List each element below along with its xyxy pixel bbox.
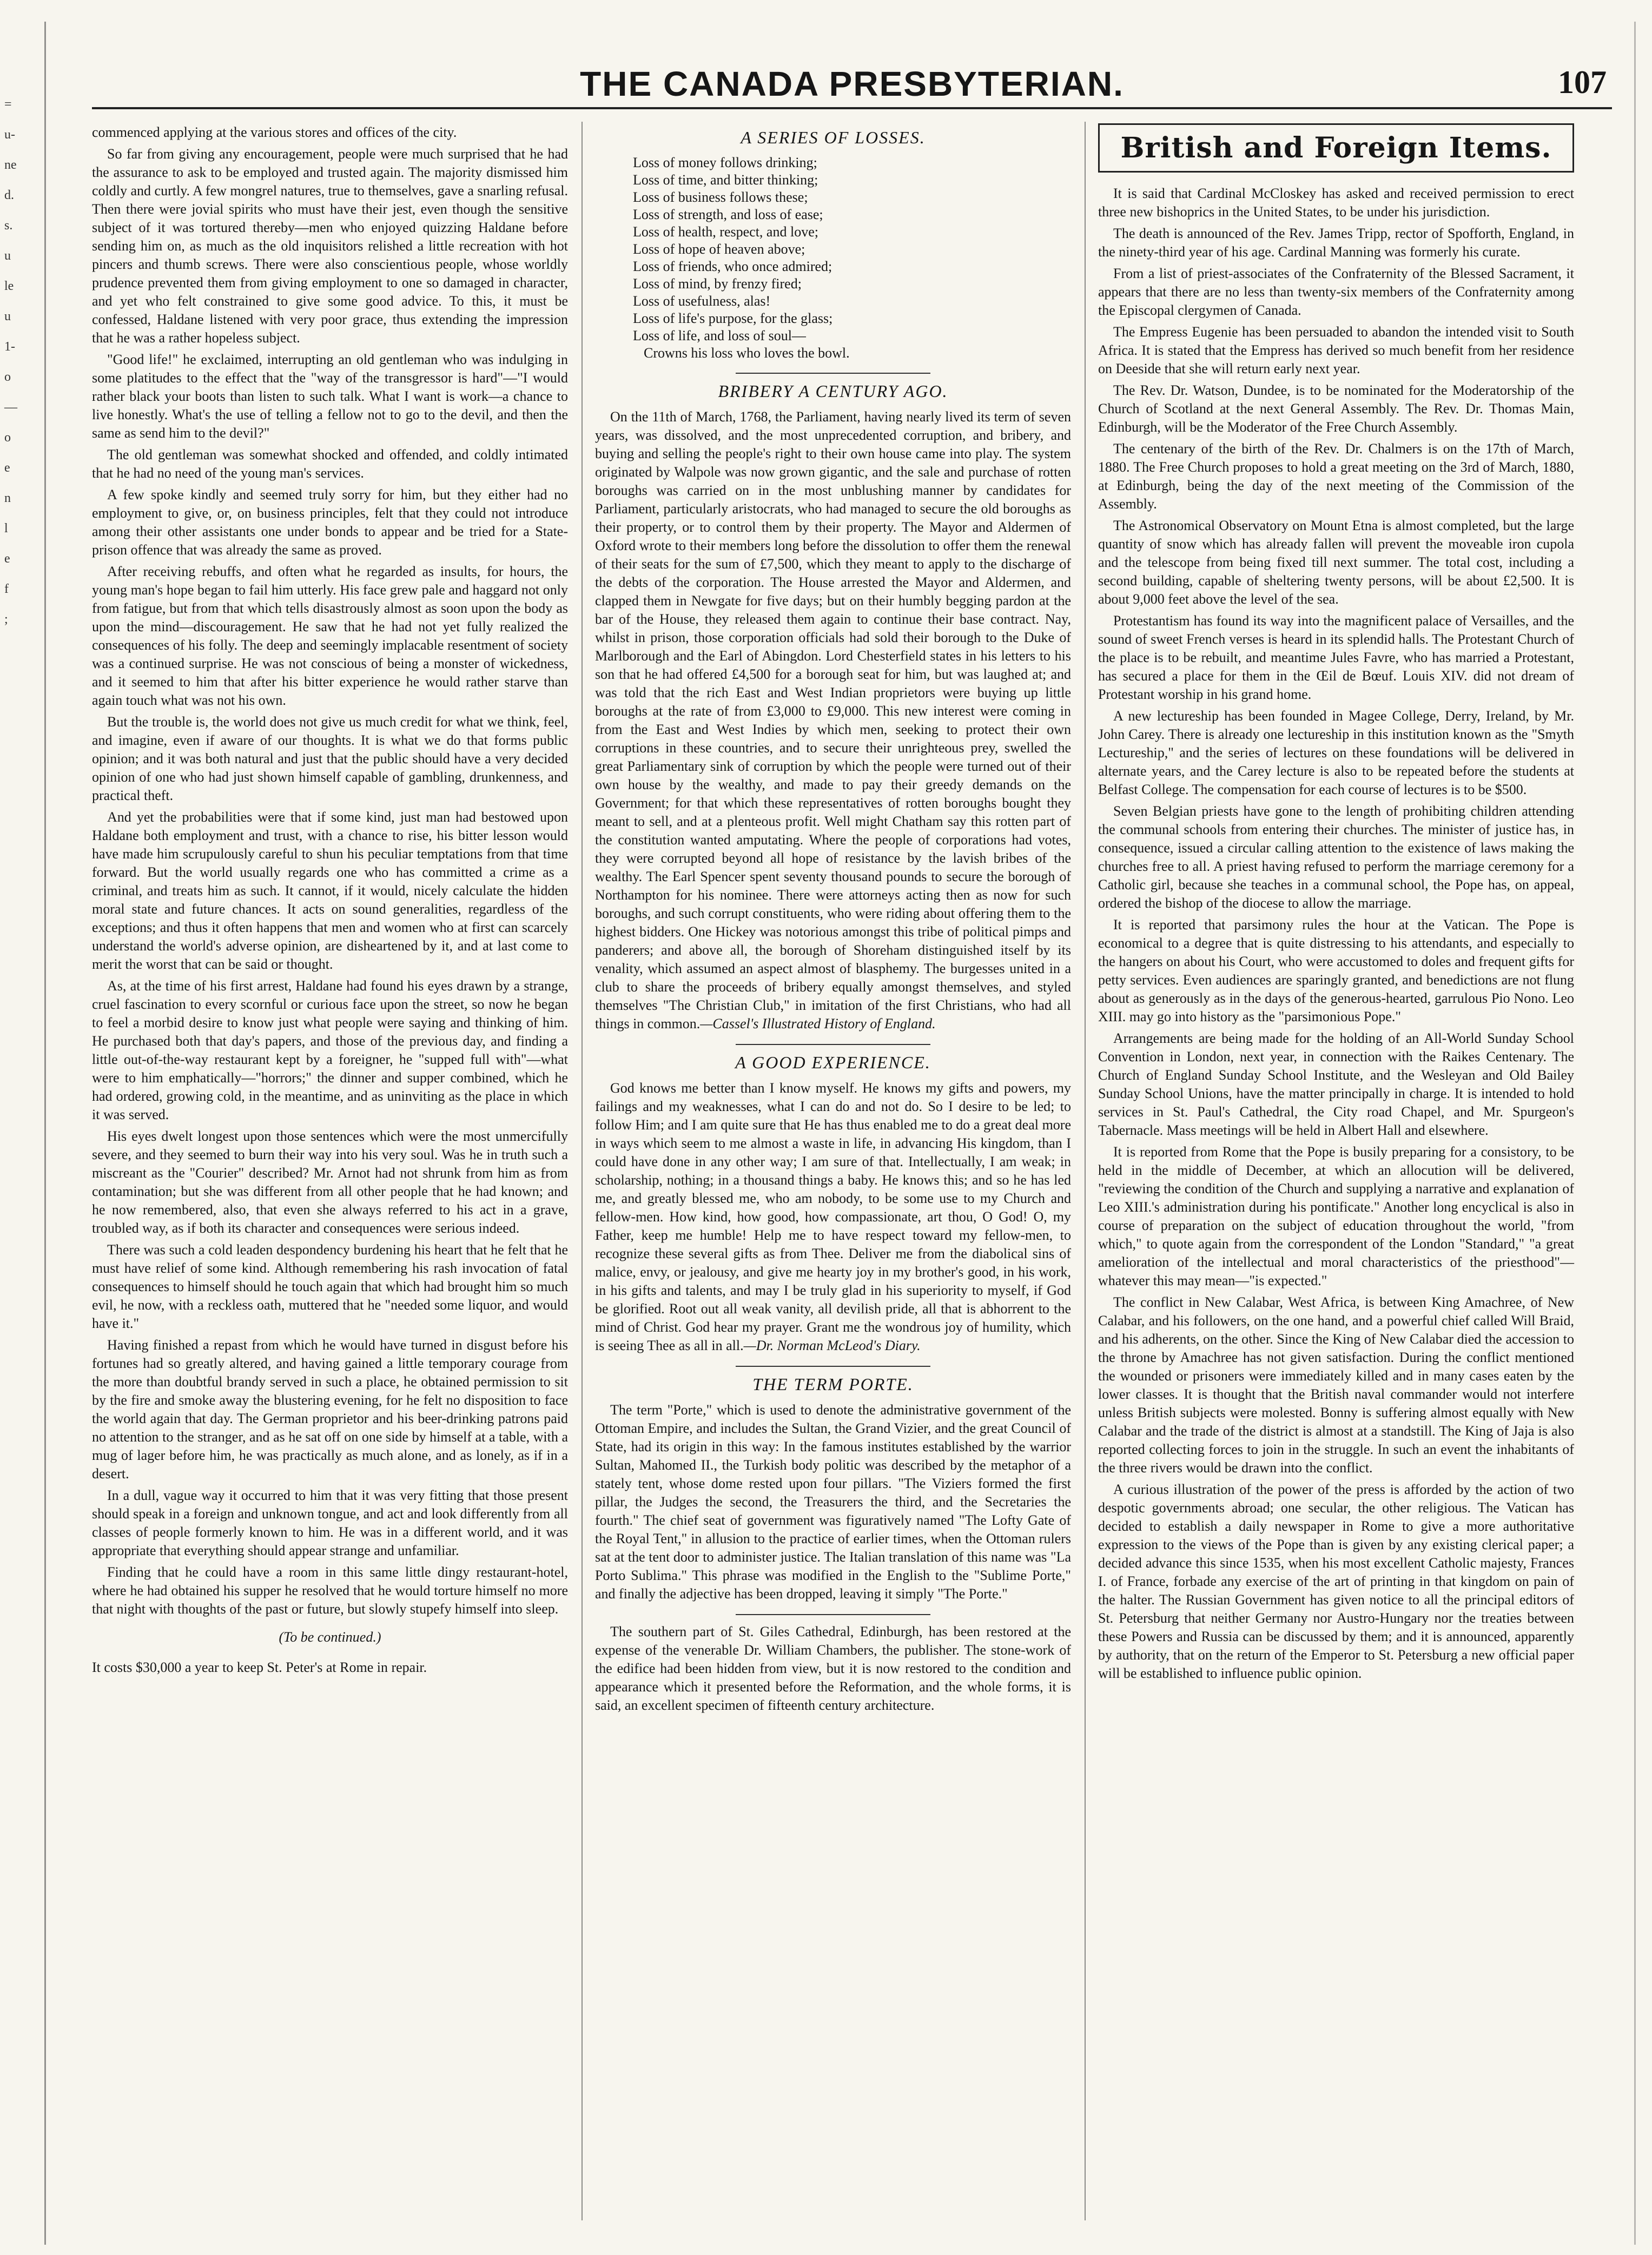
story-paragraph: So far from giving any encouragement, people were much surprised that he had the assurance to ask to be employed and trusted again. The majority dismissed him coldly and curtly. A few mongrel natures, true to themselves, gave a snarling refusal. Then there were jovial spirits who must have their jest, even though the sensitive subject of it was tortured thereby—men who enjoyed quizzing Haldane before sending him on, as much as the old inquisitors relished a little recreation with hot pincers and thumb screws. There were also conscientious people, whose worldly prudence prevented them from giving employment to one so damaged in character, and yet who felt constrained to give some good advice. To this, it must be confessed, Haldane listened with very poor grace, thus extending the impression that he was a rather hopeless subject. (92, 146, 568, 346)
poem-line: Loss of strength, and loss of ease; (633, 207, 823, 222)
news-item: The centenary of the birth of the Rev. Dr. Chalmers is on the 17th of March, 1880. The Free Church proposes to hold a great meeting on the 3rd of March, 1880, at Edinburgh, being the day of the next meeting of the Commission of the Assembly. (1098, 441, 1574, 512)
right-page-edge (1634, 22, 1636, 2245)
page-number: 107 (1558, 64, 1607, 100)
story-paragraph: His eyes dwelt longest upon those sentences which were the most unmercifully severe, and they seemed to burn their way into his very soul. Was he in truth such a miscreant as the "Courier" described? Mr. Arnot had not shrunk from him as from contamination; but she was different from all other people that he had known; and he now remembered, also, that even she always referred to his act in a grave, troubled way, as if both its character and consequences were serious indeed. (92, 1128, 568, 1236)
news-item: It is reported from Rome that the Pope is busily preparing for a consistory, to be held in the middle of December, at which an allocution will be delivered, "reviewing the condition of the Church and supplying a narrative and explanation of Leo XIII.'s administration during his pontificate." Another long encyclical is also in course of preparation on the subject of education throughout the world, "from which," to quote again from the correspondent of the London "Standard," "a great amelioration of the intellectual and moral characteristics of the priesthood"—whatever this may mean—"is expected." (1098, 1144, 1574, 1288)
news-item: The conflict in New Calabar, West Africa, is between King Amachree, of New Calabar, and his followers, on the one hand, and a powerful chief called Will Braid, and his adherents, on the other. Since the King of New Calabar died the accession to the throne by Amachree has not given satisfaction. During the conflict mentioned the wounded or prisoners were immediately killed and in many cases eaten by the lower classes. It is thought that the British naval commander would not interfere unless British subjects were molested. Bonny is suffering almost equally with New Calabar and the trade of the district is almost at a standstill. The King of Jaja is also reported collecting forces to join in the struggle. In such an event the inhabitants of the three rivers would be drawn into the conflict. (1098, 1294, 1574, 1476)
poem-line: Loss of business follows these; (633, 189, 808, 205)
margin-fragment: l (4, 521, 8, 535)
column-divider (581, 122, 583, 2220)
poem-line: Crowns his loss who loves the bowl. (644, 345, 850, 361)
term-porte-heading: THE TERM PORTE. (752, 1374, 914, 1394)
term-porte-article: The term "Porte," which is used to denote the administrative government of the Ottoman Empire, and includes the Sultan, the Grand Vizier, and the great Council of State, had its origin in this way: In the famous institutes established by the warrior Sultan, Mahomed II., the Turkish body politic was described by the metaphor of a stately tent, whose dome rested upon four pillars. "The Viziers formed the first pillar, the Judges the second, the Treasurers the third, and the Secretaries the fourth." The chief seat of government was figuratively named "The Lofty Gate of the Royal Tent," in allusion to the practice of earlier times, when the Ottoman rulers sat at the tent door to administer justice. The Italian translation of this name was "La Porto Sublima." This phrase was modified in the English to the "Sublime Porte," and finally the adjective has been dropped, leaving it simply "The Porte." (595, 1402, 1071, 1602)
masthead-title: THE CANADA PRESBYTERIAN. (580, 64, 1124, 103)
poem-line: Loss of hope of heaven above; (633, 241, 805, 257)
poem-line: Loss of money follows drinking; (633, 155, 817, 170)
story-paragraph: And yet the probabilities were that if some kind, just man had bestowed upon Haldane both employment and trust, with a chance to rise, his bitter lesson would have made him scrupulously careful to shun his peculiar temptations from that time forward. But the world usually regards one who has committed a crime as a criminal, and treats him as such. It cannot, if it would, nicely calculate the hidden moral state and future chances. It acts on sound generalities, regardless of the exceptions; and thus it often happens that men and women who at first can scarcely understand the world's adverse opinion, are disheartened by it, and at last come to merit the worst that can be said or thought. (92, 809, 568, 972)
margin-fragment: d. (4, 188, 14, 202)
column-divider (1085, 122, 1086, 2220)
story-paragraph: But the trouble is, the world does not give us much credit for what we think, feel, and imagine, even if aware of our thoughts. It is what we do that forms public opinion; and it was both natural and just that the public should have a very decided opinion of one who had just shown himself capable of gambling, drunkenness, and practical theft. (92, 714, 568, 803)
story-paragraph: The old gentleman was somewhat shocked and offended, and coldly intimated that he had no need of the young man's services. (92, 447, 568, 481)
news-item: A curious illustration of the power of the press is afforded by the action of two despotic governments abroad; one secular, the other religious. The Vatican has decided to establish a daily newspaper in Rome to give a more authoritative expression to the views of the Pope than is given by any existing clerical paper; a decided advance this since 1535, when his most excellent Catholic majesty, Frances I. of France, forbade any exercise of the art of printing in that kingdom on pain of the halter. The Russian Government has given notice to all the principal editors of St. Petersburg that neither Germany nor Austro-Hungary nor the treaties between these Powers and Russia can be discussed by them; and it is announced, apparently by authority, that on the return of the Emperor to St. Petersburg a new official paper will be established to influence public opinion. (1098, 1482, 1574, 1681)
story-paragraph: "Good life!" he exclaimed, interrupting an old gentleman who was indulging in some platitudes to the effect that the "way of the transgressor is hard"—"I would rather black your boots than listen to such talk. What I want is work—a chance to live honestly. What's the use of telling a fellow not to go to the devil, and then the same as send him to the devil?" (92, 352, 568, 441)
margin-fragment: s. (4, 219, 13, 233)
story-paragraph: There was such a cold leaden despondency burdening his heart that he felt that he must have relief of some kind. Although remembering his rash invocation of fatal consequences to himself should he touch again that which had brought him so much evil, he now, with a reckless oath, muttered that he "needed some liquor, and would have it." (92, 1242, 568, 1331)
story-paragraph: commenced applying at the various stores and offices of the city. (92, 124, 457, 140)
margin-fragment: u (4, 309, 11, 323)
news-item: A new lectureship has been founded in Magee College, Derry, Ireland, by Mr. John Carey. There is already one lectureship in this institution known as the "Smyth Lectureship," and the series of lectures on these foundations will be delivered in alternate years, and the Carey lecture is also to be repeated before the students at Belfast College. The compensation for each course of lectures is to be $500. (1098, 708, 1574, 797)
left-margin-rule (44, 22, 46, 2245)
good-experience-heading: A GOOD EXPERIENCE. (735, 1053, 931, 1072)
news-item: Protestantism has found its way into the magnificent palace of Versailles, and the sound of sweet French verses is heard in its splendid halls. The Protestant Church of the place is to be rebuilt, and meantime Jules Favre, who has married a Protestant, has secured a place for them in the Œil de Bœuf. Louis XIV. did not dream of Protestant worship in his grand home. (1098, 613, 1574, 702)
margin-fragment: ; (4, 612, 8, 626)
news-item: It is reported that parsimony rules the hour at the Vatican. The Pope is economical to a degree that is quite distressing to his attendants, and especially to the hangers on about his Court, who were accustomed to doles and frequent gifts for petty services. Even audiences are sparingly granted, and benedictions are not flung about as generously as in the days of the generous-hearted, garrulous Pio Nono. Leo XIII. may go into history as the "parsimonious Pope." (1098, 917, 1574, 1024)
poem-line: Loss of life, and loss of soul— (633, 328, 806, 343)
poem-line: Loss of mind, by frenzy fired; (633, 276, 802, 292)
masthead (92, 64, 1612, 109)
bribery-source: —Cassel's Illustrated History of England. (700, 1016, 936, 1031)
poem-line: Loss of health, respect, and love; (633, 224, 818, 240)
poem-line: Loss of life's purpose, for the glass; (633, 310, 833, 326)
margin-fragment: f (4, 582, 9, 596)
story-paragraph: After receiving rebuffs, and often what he regarded as insults, for hours, the young man's hope began to fail him utterly. His face grew pale and haggard not only from fatigue, but from that which tells disastrously almost as soon upon the body as upon the mind—discouragement. He saw that he had not yet fully realized the consequences of his folly. The deep and seemingly implacable resentment of society was a continued surprise. He was not conscious of being a monster of wickedness, and it seemed to him that after his bitter experience he would rather starve than again touch what was not his own. (92, 564, 568, 708)
margin-fragment: le (4, 279, 14, 293)
poem-line: Loss of friends, who once admired; (633, 259, 832, 274)
news-item: Seven Belgian priests have gone to the length of prohibiting children attending the communal schools from entering their churches. The minister of justice has, in consequence, issued a circular calling attention to the existence of laws making the churches free to all. A priest having refused to perform the marriage ceremony for a Catholic girl, because she teaches in a communal school, the Pope has, on appeal, ordered the bishop of the diocese to allow the marriage. (1098, 803, 1574, 911)
losses-poem (633, 154, 1071, 362)
continued-note: (To be continued.) (279, 1629, 381, 1645)
story-paragraph: A few spoke kindly and seemed truly sorry for him, but they either had no employment to give, or, on business principles, felt that they could not introduce among their other assistants one under bonds to appear and be tried for a State-prison offence that was already the same as proved. (92, 487, 568, 558)
section-rule (736, 1044, 930, 1045)
news-item: The death is announced of the Rev. James Tripp, rector of Spofforth, England, in the ninety-third year of his age. Cardinal Manning was formerly his curate. (1098, 226, 1574, 260)
foreign-items-title: British and Foreign Items. (1098, 123, 1574, 173)
poem-line: Loss of usefulness, alas! (633, 293, 771, 309)
margin-fragment: e (4, 552, 10, 566)
column-miscellany (595, 123, 1071, 1718)
news-item: The Astronomical Observatory on Mount Etna is almost completed, but the large quantity of snow which has already fallen will prevent the moveable iron cupola and the telescope from being fixed till next summer. The total cost, including a second building, capable of sheltering twenty persons, will be about £2,500. It is about 9,000 feet above the level of the sea. (1098, 518, 1574, 607)
section-rule (736, 1366, 930, 1367)
left-margin-fragments (4, 89, 37, 634)
margin-fragment: ne (4, 158, 17, 172)
news-item: The Rev. Dr. Watson, Dundee, is to be nominated for the Moderatorship of the Church of Scotland at the next General Assembly. The Rev. Dr. Thomas Main, Edinburgh, will be the Moderator of the Free Church Assembly. (1098, 382, 1574, 435)
margin-fragment: u (4, 249, 11, 263)
section-rule (736, 373, 930, 374)
story-paragraph: As, at the time of his first arrest, Haldane had found his eyes drawn by a strange, cruel fascination to every scornful or curious face upon the street, so now he began to feel a morbid desire to know just what people were saying and thinking of him. He purchased both that day's papers, and those of the previous day, and finding a little out-of-the-way restaurant kept by a foreigner, he "supped full with"—what were to him emphatically—"horrors;" the dinner and supper combined, which he had ordered, growing cold, in the meantime, and as uninviting as the place in which it was served. (92, 978, 568, 1122)
margin-fragment: o (4, 431, 11, 445)
story-body (92, 123, 568, 1618)
column-story (92, 123, 568, 1680)
bribery-heading: BRIBERY A CENTURY AGO. (718, 381, 948, 401)
st-peters-note: It costs $30,000 a year to keep St. Peter's at Rome in repair. (92, 1659, 427, 1675)
margin-fragment: e (4, 461, 10, 475)
story-paragraph: In a dull, vague way it occurred to him that it was very fitting that those present should speak in a foreign and unknown tongue, and act and look differently from all classes of people formerly known to him. He was in a different world, and it was appropriate that everything should appear strange and unfamiliar. (92, 1487, 568, 1558)
news-item: From a list of priest-associates of the Confraternity of the Blessed Sacrament, it appears that there are no less than twenty-six members of the Confraternity among the Episcopal clergymen of Canada. (1098, 266, 1574, 318)
column-foreign-items (1098, 123, 1574, 1686)
news-item: The Empress Eugenie has been persuaded to abandon the intended visit to South Africa. It is stated that the Empress has derived so much benefit from her residence on Deeside that she will return early next year. (1098, 324, 1574, 376)
experience-source: —Dr. Norman McLeod's Diary. (743, 1338, 921, 1353)
margin-fragment: 1- (4, 340, 15, 354)
poem-line: Loss of time, and bitter thinking; (633, 172, 818, 188)
story-paragraph: Having finished a repast from which he would have turned in disgust before his fortunes had so greatly altered, and having gained a little temporary courage from the more than doubtful brandy served in such a place, he obtained permission to sit by the fire and smoke away the blustering evening, for he felt no disposition to face the world again that day. The German proprietor and his beer-drinking patrons paid no attention to the stranger, and as he sat off on one side by himself at a table, with a mug of lager before him, he was practically as much alone, and as lonely, as if in a desert. (92, 1337, 568, 1482)
margin-fragment: u- (4, 128, 15, 142)
good-experience-article: God knows me better than I know myself. He knows my gifts and powers, my failings and my weaknesses, what I can do and not do. So I desire to be led; to follow Him; and I am quite sure that He has thus enabled me to do a great deal more in ways which seem to me almost a waste in life, in advancing His kingdom, than I could have done in any other way; I am sure of that. Intellectually, I am weak; in scholarship, nothing; in a thousand things a baby. He knows this; and so he has led me, and greatly blessed me, who am nobody, to be some use to my Church and fellow-men. How kind, how good, how compassionate, art thou, O God! O, my Father, keep me humble! Help me to have respect toward my fellow-men, to recognize these several gifts as from Thee. Deliver me from the diabolical sins of malice, envy, or jealousy, and give me hearty joy in my brother's good, in his work, in his gifts and talents, and may I be truly glad in his superiority to myself, if God be glorified. Root out all weak vanity, all devilish pride, all that is abhorrent to the mind of Christ. God hear my prayer. Grant me the wondrous joy of humility, which is seeing Thee as all in all.—Dr. Norman McLeod's Diary. (595, 1080, 1071, 1353)
foreign-items-list (1098, 184, 1574, 1683)
news-item: Arrangements are being made for the holding of an All-World Sunday School Convention in London, next year, in connection with the Raikes Centenary. The Church of England Sunday School Institute, and the Wesleyan and Old Bailey Sunday School Unions, have the matter principally in charge. It is intended to hold services in St. Paul's Cathedral, the City road Chapel, and Mr. Spurgeon's Tabernacle. Mass meetings will be held in Albert Hall and elsewhere. (1098, 1030, 1574, 1138)
margin-fragment: — (4, 400, 17, 414)
section-rule (736, 1614, 930, 1615)
news-item: It is said that Cardinal McCloskey has asked and received permission to erect three new bishoprics in the United States, to be under his jurisdiction. (1098, 186, 1574, 220)
st-giles-article: The southern part of St. Giles Cathedral, Edinburgh, has been restored at the expense of the venerable Dr. William Chambers, the publisher. The stone-work of the edifice had been hidden from view, but it is now restored to the condition and appearance which it presented before the Reformation, and the whole forms, it is said, an excellent specimen of fifteenth century architecture. (595, 1624, 1071, 1713)
margin-fragment: = (4, 97, 12, 111)
series-of-losses-heading: A SERIES OF LOSSES. (741, 128, 926, 147)
margin-fragment: o (4, 370, 11, 384)
bribery-article: On the 11th of March, 1768, the Parliament, having nearly lived its term of seven years, was dissolved, and the most unprecedented corruption, and bribery, and buying and selling the people's right to their own house came into play. The system originated by Walpole was now grown gigantic, and the sale and purchase of rotten boroughs was carried on in the most unblushing manner by candidates for Parliament, particularly aristocrats, who had managed to secure the old boroughs as their property, or to control them by their property. The Mayor and Aldermen of Oxford wrote to their members long before the dissolution to offer them the renewal of their seats for the sum of £7,500, which they meant to apply to the discharge of the debts of the corporation. The House arrested the Mayor and Aldermen, and clapped them in Newgate for five days; but on their humbly begging pardon at the bar of the House, they released them again to continue their base contract. Nay, whilst in prison, those corporation officials had sold their borough to the Duke of Marlborough and the Earl of Abingdon. Lord Chesterfield states in his letters to his son that he had offered £4,500 for a borough seat for him, but was laughed at; and was told that the rich East and West Indian proprietors were buying up little boroughs at the rate of from £3,000 to £9,000. This new interest were coming in from the East and West Indies by which men, seeking to protect their own corruptions in these countries, and to secure their unrighteous prey, swelled the great Parliamentary sink of corruption by which the people were turned out of their own house by the wealthy, and made to pay their greedy demands on the Government; for that which these representatives of rotten boroughs bought they meant to sell, and at a plenteous profit. Well might Chatham say this rotten part of the constitution wanted amputating. Where the people of corporations had votes, they were corrupted beyond all hope of resistance by the lavish bribes of the wealthy. The Earl Spencer spent seventy thousand pounds to secure the borough of Northampton for his nominee. There were attorneys acting then as now for such boroughs, and such corrupt constituents, who were riding about offering them to the highest bidders. One Hickey was notorious amongst this tribe of political pimps and panderers; and above all, the borough of Shoreham distinguished itself by its venality, which assumed an aspect almost of blasphemy. The burgesses united in a club to share the proceeds of bribery equally amongst themselves, and styled themselves "The Christian Club," in imitation of the first Christians, who had all things in common.—Cassel's Illustrated History of England. (595, 409, 1071, 1031)
story-paragraph: Finding that he could have a room in this same little dingy restaurant-hotel, where he had obtained his supper he resolved that he would torture himself no more that night with thoughts of the past or future, but slowly stupefy himself into sleep. (92, 1564, 568, 1617)
margin-fragment: n (4, 491, 11, 505)
